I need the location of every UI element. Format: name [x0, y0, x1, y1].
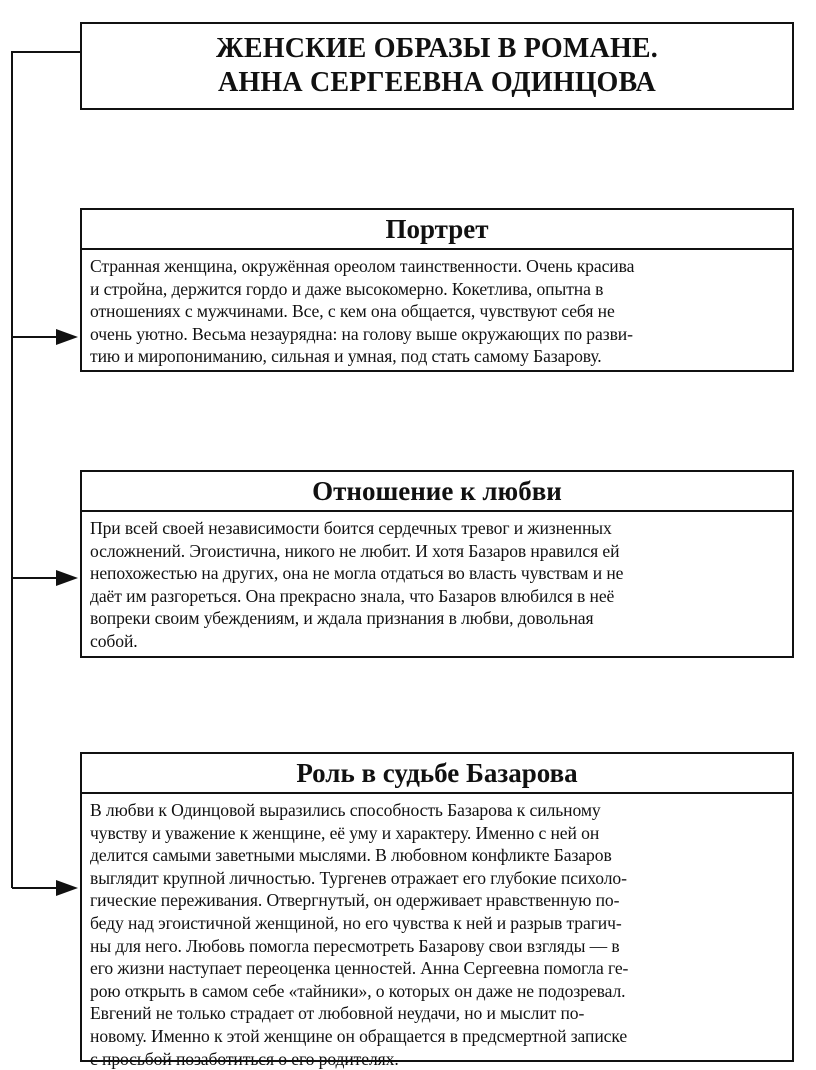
section-portrait-heading: Портрет: [80, 208, 794, 248]
section-love-body: [80, 510, 794, 658]
text-line: новому. Именно к этой женщине он обращается в предсмертной записке: [90, 1025, 628, 1046]
text-line: отношениях с мужчинами. Все, с кем она общается, чувствуют себя не: [90, 301, 615, 322]
text-line: При всей своей независимости боится сердечных тревог и жизненных: [90, 518, 612, 538]
arrow-head-love: [56, 570, 78, 586]
arrow-head-role: [56, 880, 78, 896]
text-line: беду над эгоистичной женщиной, но его чувства к ней и разрыв трагич-: [90, 912, 622, 933]
section-role-heading: Роль в судьбе Базарова: [80, 752, 794, 792]
text-line: собой.: [90, 630, 138, 651]
text-line: Странная женщина, окружённая ореолом таинственности. Очень красива: [90, 256, 635, 276]
text-line: вопреки своим убеждениям, и ждала признания в любви, довольная: [90, 608, 594, 629]
title-text: [216, 32, 658, 100]
text-line: рою открыть в самом себе «тайники», о которых он даже не подозревал.: [90, 980, 626, 1001]
text-line: гические переживания. Отвергнутый, он одерживает нравственную по-: [90, 890, 620, 911]
text-line: осложнений. Эгоистична, никого не любит. И хотя Базаров нравился ей: [90, 540, 620, 561]
trunk-line: [12, 52, 80, 888]
text-line: с просьбой позаботиться о его родителях.: [90, 1048, 399, 1069]
text-line: В любви к Одинцовой выразились способность Базарова к сильному: [90, 800, 601, 820]
text-line: выглядит крупной личностью. Тургенев отражает его глубокие психоло-: [90, 867, 627, 888]
section-portrait-body: [80, 248, 794, 372]
title-line-1: ЖЕНСКИЕ ОБРАЗЫ В РОМАНЕ.: [215, 33, 659, 64]
text-line: даёт им разгореться. Она прекрасно знала, что Базаров влюбился в неё: [90, 585, 615, 606]
section-role-body: [80, 792, 794, 1069]
text-line: чувству и уважение к женщине, её уму и характеру. Именно с ней он: [90, 822, 600, 843]
text-line: непохожестью на других, она не могла отдаться во власть чувствам и не: [90, 563, 624, 584]
section-love-heading: Отношение к любви: [80, 470, 794, 510]
text-line: тию и миропониманию, сильная и умная, под стать самому Базарову.: [90, 346, 602, 367]
text-line: его жизни наступает переоценка ценностей. Анна Сергеевна помогла ге-: [90, 958, 629, 979]
title-line-2: АННА СЕРГЕЕВНА ОДИНЦОВА: [218, 67, 656, 98]
text-line: и стройна, держится гордо и даже высокомерно. Кокетлива, опытна в: [90, 278, 604, 299]
text-line: Евгений не только страдает от любовной неудачи, но и мыслит по-: [90, 1003, 585, 1024]
title-box: [80, 22, 794, 110]
text-line: делится самыми заветными мыслями. В любовном конфликте Базаров: [90, 845, 612, 866]
text-line: ны для него. Любовь помогла пересмотреть Базарову свои взгляды — в: [90, 935, 620, 956]
arrow-head-portrait: [56, 329, 78, 345]
text-line: очень уютно. Весьма незаурядна: на голову выше окружающих по разви-: [90, 323, 633, 344]
